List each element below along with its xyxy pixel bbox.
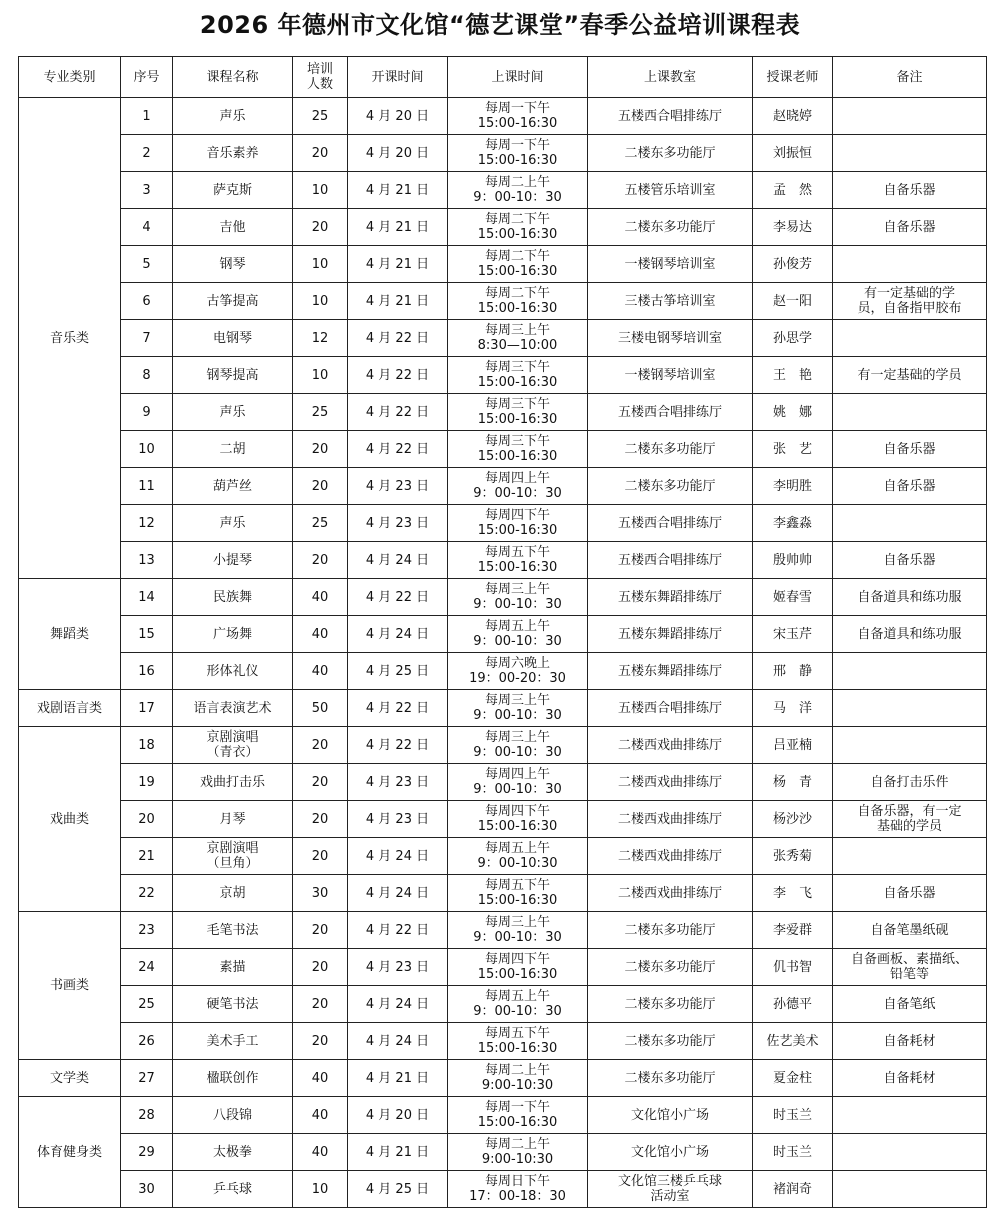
- class-time: 每周三上午 9：00-10：30: [448, 727, 588, 764]
- row-number: 5: [121, 246, 173, 283]
- course-name: 京剧演唱 （青衣）: [173, 727, 293, 764]
- header-count: 培训 人数: [293, 57, 348, 98]
- start-date: 4 月 20 日: [348, 135, 448, 172]
- classroom: 文化馆小广场: [588, 1097, 753, 1134]
- enrollment-count: 20: [293, 986, 348, 1023]
- row-number: 30: [121, 1171, 173, 1208]
- row-number: 13: [121, 542, 173, 579]
- teacher: 时玉兰: [753, 1134, 833, 1171]
- table-row: [19, 246, 987, 283]
- class-time: 每周二下午 15:00-16:30: [448, 246, 588, 283]
- table-row: [19, 505, 987, 542]
- enrollment-count: 30: [293, 875, 348, 912]
- notes: 自备耗材: [833, 1060, 987, 1097]
- row-number: 11: [121, 468, 173, 505]
- page-title: 2026 年德州市文化馆“德艺课堂”春季公益培训课程表: [199, 11, 801, 39]
- notes: 自备乐器: [833, 875, 987, 912]
- teacher: 李易达: [753, 209, 833, 246]
- notes: [833, 1097, 987, 1134]
- class-time: 每周二上午 9:00-10:30: [448, 1134, 588, 1171]
- classroom: 一楼钢琴培训室: [588, 357, 753, 394]
- course-name: 京剧演唱 （旦角）: [173, 838, 293, 875]
- course-name: 楹联创作: [173, 1060, 293, 1097]
- class-time: 每周二上午 9：00-10：30: [448, 172, 588, 209]
- row-number: 2: [121, 135, 173, 172]
- class-time: 每周四上午 9：00-10：30: [448, 468, 588, 505]
- notes: 自备道具和练功服: [833, 579, 987, 616]
- start-date: 4 月 23 日: [348, 764, 448, 801]
- notes: [833, 505, 987, 542]
- start-date: 4 月 21 日: [348, 283, 448, 320]
- teacher: 邢 静: [753, 653, 833, 690]
- course-name: 硬笔书法: [173, 986, 293, 1023]
- notes: 自备乐器，有一定 基础的学员: [833, 801, 987, 838]
- classroom: 二楼东多功能厅: [588, 949, 753, 986]
- start-date: 4 月 20 日: [348, 1097, 448, 1134]
- classroom: 二楼西戏曲排练厅: [588, 801, 753, 838]
- start-date: 4 月 21 日: [348, 1134, 448, 1171]
- course-name: 八段锦: [173, 1097, 293, 1134]
- category-cell: 文学类: [19, 1060, 121, 1097]
- teacher: 杨 青: [753, 764, 833, 801]
- row-number: 8: [121, 357, 173, 394]
- row-number: 26: [121, 1023, 173, 1060]
- class-time: 每周四下午 15:00-16:30: [448, 505, 588, 542]
- row-number: 22: [121, 875, 173, 912]
- classroom: 文化馆三楼乒乓球 活动室: [588, 1171, 753, 1208]
- teacher: 李爱群: [753, 912, 833, 949]
- classroom: 五楼西合唱排练厅: [588, 505, 753, 542]
- category-cell: 音乐类: [19, 98, 121, 579]
- course-name: 京胡: [173, 875, 293, 912]
- start-date: 4 月 23 日: [348, 801, 448, 838]
- category-cell: 戏曲类: [19, 727, 121, 912]
- notes: [833, 1171, 987, 1208]
- enrollment-count: 20: [293, 1023, 348, 1060]
- course-name: 语言表演艺术: [173, 690, 293, 727]
- class-time: 每周日下午 17：00-18：30: [448, 1171, 588, 1208]
- start-date: 4 月 21 日: [348, 172, 448, 209]
- table-row: [19, 764, 987, 801]
- start-date: 4 月 24 日: [348, 838, 448, 875]
- notes: 自备道具和练功服: [833, 616, 987, 653]
- row-number: 4: [121, 209, 173, 246]
- class-time: 每周三下午 15:00-16:30: [448, 431, 588, 468]
- table-row: [19, 579, 987, 616]
- enrollment-count: 40: [293, 1097, 348, 1134]
- class-time: 每周三上午 9：00-10：30: [448, 690, 588, 727]
- teacher: 孟 然: [753, 172, 833, 209]
- enrollment-count: 40: [293, 1134, 348, 1171]
- table-row: [19, 172, 987, 209]
- course-name: 钢琴提高: [173, 357, 293, 394]
- notes: 有一定基础的学员: [833, 357, 987, 394]
- start-date: 4 月 24 日: [348, 542, 448, 579]
- table-row: [19, 394, 987, 431]
- enrollment-count: 25: [293, 98, 348, 135]
- start-date: 4 月 25 日: [348, 1171, 448, 1208]
- classroom: 三楼电钢琴培训室: [588, 320, 753, 357]
- table-row: [19, 357, 987, 394]
- teacher: 赵晓婷: [753, 98, 833, 135]
- table-row: [19, 542, 987, 579]
- course-name: 戏曲打击乐: [173, 764, 293, 801]
- classroom: 二楼西戏曲排练厅: [588, 727, 753, 764]
- notes: [833, 690, 987, 727]
- header-classroom: 上课教室: [588, 57, 753, 98]
- teacher: 赵一阳: [753, 283, 833, 320]
- course-name: 民族舞: [173, 579, 293, 616]
- teacher: 吕亚楠: [753, 727, 833, 764]
- enrollment-count: 12: [293, 320, 348, 357]
- table-row: [19, 1134, 987, 1171]
- table-row: [19, 135, 987, 172]
- teacher: 张 艺: [753, 431, 833, 468]
- enrollment-count: 40: [293, 616, 348, 653]
- course-name: 吉他: [173, 209, 293, 246]
- start-date: 4 月 22 日: [348, 727, 448, 764]
- notes: 自备笔纸: [833, 986, 987, 1023]
- course-name: 音乐素养: [173, 135, 293, 172]
- row-number: 28: [121, 1097, 173, 1134]
- notes: 自备乐器: [833, 172, 987, 209]
- enrollment-count: 25: [293, 394, 348, 431]
- row-number: 18: [121, 727, 173, 764]
- table-row: [19, 616, 987, 653]
- classroom: 二楼东多功能厅: [588, 431, 753, 468]
- category-cell: 体育健身类: [19, 1097, 121, 1208]
- start-date: 4 月 20 日: [348, 98, 448, 135]
- course-name: 声乐: [173, 394, 293, 431]
- header-teacher: 授课老师: [753, 57, 833, 98]
- enrollment-count: 20: [293, 431, 348, 468]
- notes: 自备乐器: [833, 468, 987, 505]
- classroom: 五楼东舞蹈排练厅: [588, 653, 753, 690]
- notes: [833, 1134, 987, 1171]
- class-time: 每周三下午 15:00-16:30: [448, 357, 588, 394]
- class-time: 每周五上午 9：00-10：30: [448, 986, 588, 1023]
- start-date: 4 月 21 日: [348, 246, 448, 283]
- notes: [833, 653, 987, 690]
- table-row: [19, 1060, 987, 1097]
- row-number: 16: [121, 653, 173, 690]
- start-date: 4 月 22 日: [348, 690, 448, 727]
- classroom: 二楼西戏曲排练厅: [588, 875, 753, 912]
- row-number: 20: [121, 801, 173, 838]
- class-time: 每周五下午 15:00-16:30: [448, 1023, 588, 1060]
- enrollment-count: 10: [293, 246, 348, 283]
- course-name: 美术手工: [173, 1023, 293, 1060]
- classroom: 五楼东舞蹈排练厅: [588, 616, 753, 653]
- classroom: 二楼西戏曲排练厅: [588, 764, 753, 801]
- classroom: 文化馆小广场: [588, 1134, 753, 1171]
- table-row: [19, 283, 987, 320]
- enrollment-count: 10: [293, 283, 348, 320]
- enrollment-count: 20: [293, 764, 348, 801]
- class-time: 每周一下午 15:00-16:30: [448, 1097, 588, 1134]
- teacher: 王 艳: [753, 357, 833, 394]
- row-number: 29: [121, 1134, 173, 1171]
- teacher: 孙俊芳: [753, 246, 833, 283]
- class-time: 每周五下午 15:00-16:30: [448, 875, 588, 912]
- header-notes: 备注: [833, 57, 987, 98]
- notes: 自备乐器: [833, 431, 987, 468]
- row-number: 3: [121, 172, 173, 209]
- start-date: 4 月 23 日: [348, 949, 448, 986]
- header-start-date: 开课时间: [348, 57, 448, 98]
- row-number: 23: [121, 912, 173, 949]
- teacher: 殷帅帅: [753, 542, 833, 579]
- notes: [833, 838, 987, 875]
- enrollment-count: 40: [293, 653, 348, 690]
- class-time: 每周二下午 15:00-16:30: [448, 209, 588, 246]
- enrollment-count: 20: [293, 912, 348, 949]
- table-row: [19, 468, 987, 505]
- course-name: 声乐: [173, 98, 293, 135]
- table-row: [19, 320, 987, 357]
- row-number: 17: [121, 690, 173, 727]
- table-row: [19, 690, 987, 727]
- enrollment-count: 25: [293, 505, 348, 542]
- teacher: 李 飞: [753, 875, 833, 912]
- classroom: 二楼东多功能厅: [588, 1023, 753, 1060]
- start-date: 4 月 22 日: [348, 431, 448, 468]
- enrollment-count: 50: [293, 690, 348, 727]
- table-row: [19, 209, 987, 246]
- teacher: 李明胜: [753, 468, 833, 505]
- class-time: 每周四下午 15:00-16:30: [448, 949, 588, 986]
- classroom: 二楼东多功能厅: [588, 468, 753, 505]
- classroom: 二楼西戏曲排练厅: [588, 838, 753, 875]
- course-name: 二胡: [173, 431, 293, 468]
- table-row: [19, 986, 987, 1023]
- class-time: 每周六晚上 19：00-20：30: [448, 653, 588, 690]
- enrollment-count: 20: [293, 949, 348, 986]
- category-cell: 书画类: [19, 912, 121, 1060]
- header-number: 序号: [121, 57, 173, 98]
- row-number: 15: [121, 616, 173, 653]
- table-row: [19, 875, 987, 912]
- enrollment-count: 20: [293, 838, 348, 875]
- course-name: 形体礼仪: [173, 653, 293, 690]
- row-number: 6: [121, 283, 173, 320]
- start-date: 4 月 21 日: [348, 209, 448, 246]
- teacher: 李鑫淼: [753, 505, 833, 542]
- header-row: [19, 57, 987, 98]
- enrollment-count: 10: [293, 1171, 348, 1208]
- classroom: 三楼古筝培训室: [588, 283, 753, 320]
- notes: 自备耗材: [833, 1023, 987, 1060]
- teacher: 姚 娜: [753, 394, 833, 431]
- course-name: 钢琴: [173, 246, 293, 283]
- notes: [833, 320, 987, 357]
- row-number: 19: [121, 764, 173, 801]
- start-date: 4 月 24 日: [348, 616, 448, 653]
- enrollment-count: 20: [293, 542, 348, 579]
- table-row: [19, 98, 987, 135]
- table-row: [19, 431, 987, 468]
- header-category: 专业类别: [19, 57, 121, 98]
- schedule-table: [18, 56, 987, 1208]
- course-name: 太极拳: [173, 1134, 293, 1171]
- enrollment-count: 20: [293, 801, 348, 838]
- teacher: 孙思学: [753, 320, 833, 357]
- class-time: 每周二下午 15:00-16:30: [448, 283, 588, 320]
- row-number: 7: [121, 320, 173, 357]
- teacher: 时玉兰: [753, 1097, 833, 1134]
- class-time: 每周三上午 8:30—10:00: [448, 320, 588, 357]
- course-name: 乒乓球: [173, 1171, 293, 1208]
- classroom: 二楼东多功能厅: [588, 209, 753, 246]
- category-cell: 舞蹈类: [19, 579, 121, 690]
- class-time: 每周三上午 9：00-10：30: [448, 912, 588, 949]
- enrollment-count: 10: [293, 357, 348, 394]
- start-date: 4 月 23 日: [348, 468, 448, 505]
- enrollment-count: 40: [293, 1060, 348, 1097]
- start-date: 4 月 23 日: [348, 505, 448, 542]
- start-date: 4 月 21 日: [348, 1060, 448, 1097]
- course-name: 毛笔书法: [173, 912, 293, 949]
- start-date: 4 月 24 日: [348, 875, 448, 912]
- classroom: 二楼东多功能厅: [588, 912, 753, 949]
- table-row: [19, 801, 987, 838]
- course-name: 广场舞: [173, 616, 293, 653]
- classroom: 五楼西合唱排练厅: [588, 690, 753, 727]
- course-name: 葫芦丝: [173, 468, 293, 505]
- enrollment-count: 20: [293, 135, 348, 172]
- start-date: 4 月 22 日: [348, 912, 448, 949]
- row-number: 14: [121, 579, 173, 616]
- classroom: 五楼东舞蹈排练厅: [588, 579, 753, 616]
- table-row: [19, 838, 987, 875]
- class-time: 每周一下午 15:00-16:30: [448, 135, 588, 172]
- table-row: [19, 727, 987, 764]
- classroom: 二楼东多功能厅: [588, 135, 753, 172]
- category-cell: 戏剧语言类: [19, 690, 121, 727]
- table-row: [19, 1023, 987, 1060]
- enrollment-count: 20: [293, 727, 348, 764]
- classroom: 五楼管乐培训室: [588, 172, 753, 209]
- row-number: 24: [121, 949, 173, 986]
- course-name: 月琴: [173, 801, 293, 838]
- class-time: 每周五上午 9：00-10:30: [448, 838, 588, 875]
- course-name: 小提琴: [173, 542, 293, 579]
- row-number: 9: [121, 394, 173, 431]
- class-time: 每周五上午 9：00-10：30: [448, 616, 588, 653]
- course-name: 素描: [173, 949, 293, 986]
- course-name: 萨克斯: [173, 172, 293, 209]
- notes: 自备笔墨纸砚: [833, 912, 987, 949]
- classroom: 五楼西合唱排练厅: [588, 394, 753, 431]
- teacher: 夏金柱: [753, 1060, 833, 1097]
- teacher: 姬春雪: [753, 579, 833, 616]
- table-row: [19, 912, 987, 949]
- enrollment-count: 40: [293, 579, 348, 616]
- notes: [833, 246, 987, 283]
- row-number: 10: [121, 431, 173, 468]
- row-number: 1: [121, 98, 173, 135]
- start-date: 4 月 24 日: [348, 1023, 448, 1060]
- notes: [833, 727, 987, 764]
- class-time: 每周四下午 15:00-16:30: [448, 801, 588, 838]
- start-date: 4 月 22 日: [348, 394, 448, 431]
- teacher: 孙德平: [753, 986, 833, 1023]
- notes: 自备乐器: [833, 542, 987, 579]
- course-name: 声乐: [173, 505, 293, 542]
- teacher: 刘振恒: [753, 135, 833, 172]
- row-number: 25: [121, 986, 173, 1023]
- course-name: 电钢琴: [173, 320, 293, 357]
- start-date: 4 月 22 日: [348, 579, 448, 616]
- start-date: 4 月 22 日: [348, 320, 448, 357]
- row-number: 12: [121, 505, 173, 542]
- class-time: 每周二上午 9:00-10:30: [448, 1060, 588, 1097]
- teacher: 佐艺美术: [753, 1023, 833, 1060]
- classroom: 二楼东多功能厅: [588, 1060, 753, 1097]
- course-name: 古筝提高: [173, 283, 293, 320]
- start-date: 4 月 25 日: [348, 653, 448, 690]
- start-date: 4 月 22 日: [348, 357, 448, 394]
- table-row: [19, 653, 987, 690]
- class-time: 每周五下午 15:00-16:30: [448, 542, 588, 579]
- notes: [833, 98, 987, 135]
- teacher: 张秀菊: [753, 838, 833, 875]
- notes: 自备乐器: [833, 209, 987, 246]
- row-number: 27: [121, 1060, 173, 1097]
- teacher: 杨沙沙: [753, 801, 833, 838]
- start-date: 4 月 24 日: [348, 986, 448, 1023]
- header-course: 课程名称: [173, 57, 293, 98]
- teacher: 宋玉芹: [753, 616, 833, 653]
- teacher: 马 洋: [753, 690, 833, 727]
- notes: [833, 135, 987, 172]
- class-time: 每周三下午 15:00-16:30: [448, 394, 588, 431]
- table-row: [19, 1097, 987, 1134]
- table-row: [19, 1171, 987, 1208]
- class-time: 每周一下午 15:00-16:30: [448, 98, 588, 135]
- classroom: 二楼东多功能厅: [588, 986, 753, 1023]
- notes: [833, 394, 987, 431]
- classroom: 五楼西合唱排练厅: [588, 98, 753, 135]
- teacher: 仉书智: [753, 949, 833, 986]
- row-number: 21: [121, 838, 173, 875]
- teacher: 褚润奇: [753, 1171, 833, 1208]
- table-row: [19, 949, 987, 986]
- notes: 自备打击乐件: [833, 764, 987, 801]
- enrollment-count: 20: [293, 468, 348, 505]
- class-time: 每周四上午 9：00-10：30: [448, 764, 588, 801]
- notes: 有一定基础的学 员，自备指甲胶布: [833, 283, 987, 320]
- enrollment-count: 10: [293, 172, 348, 209]
- class-time: 每周三上午 9：00-10：30: [448, 579, 588, 616]
- classroom: 五楼西合唱排练厅: [588, 542, 753, 579]
- notes: 自备画板、素描纸、 铅笔等: [833, 949, 987, 986]
- header-class-time: 上课时间: [448, 57, 588, 98]
- enrollment-count: 20: [293, 209, 348, 246]
- classroom: 一楼钢琴培训室: [588, 246, 753, 283]
